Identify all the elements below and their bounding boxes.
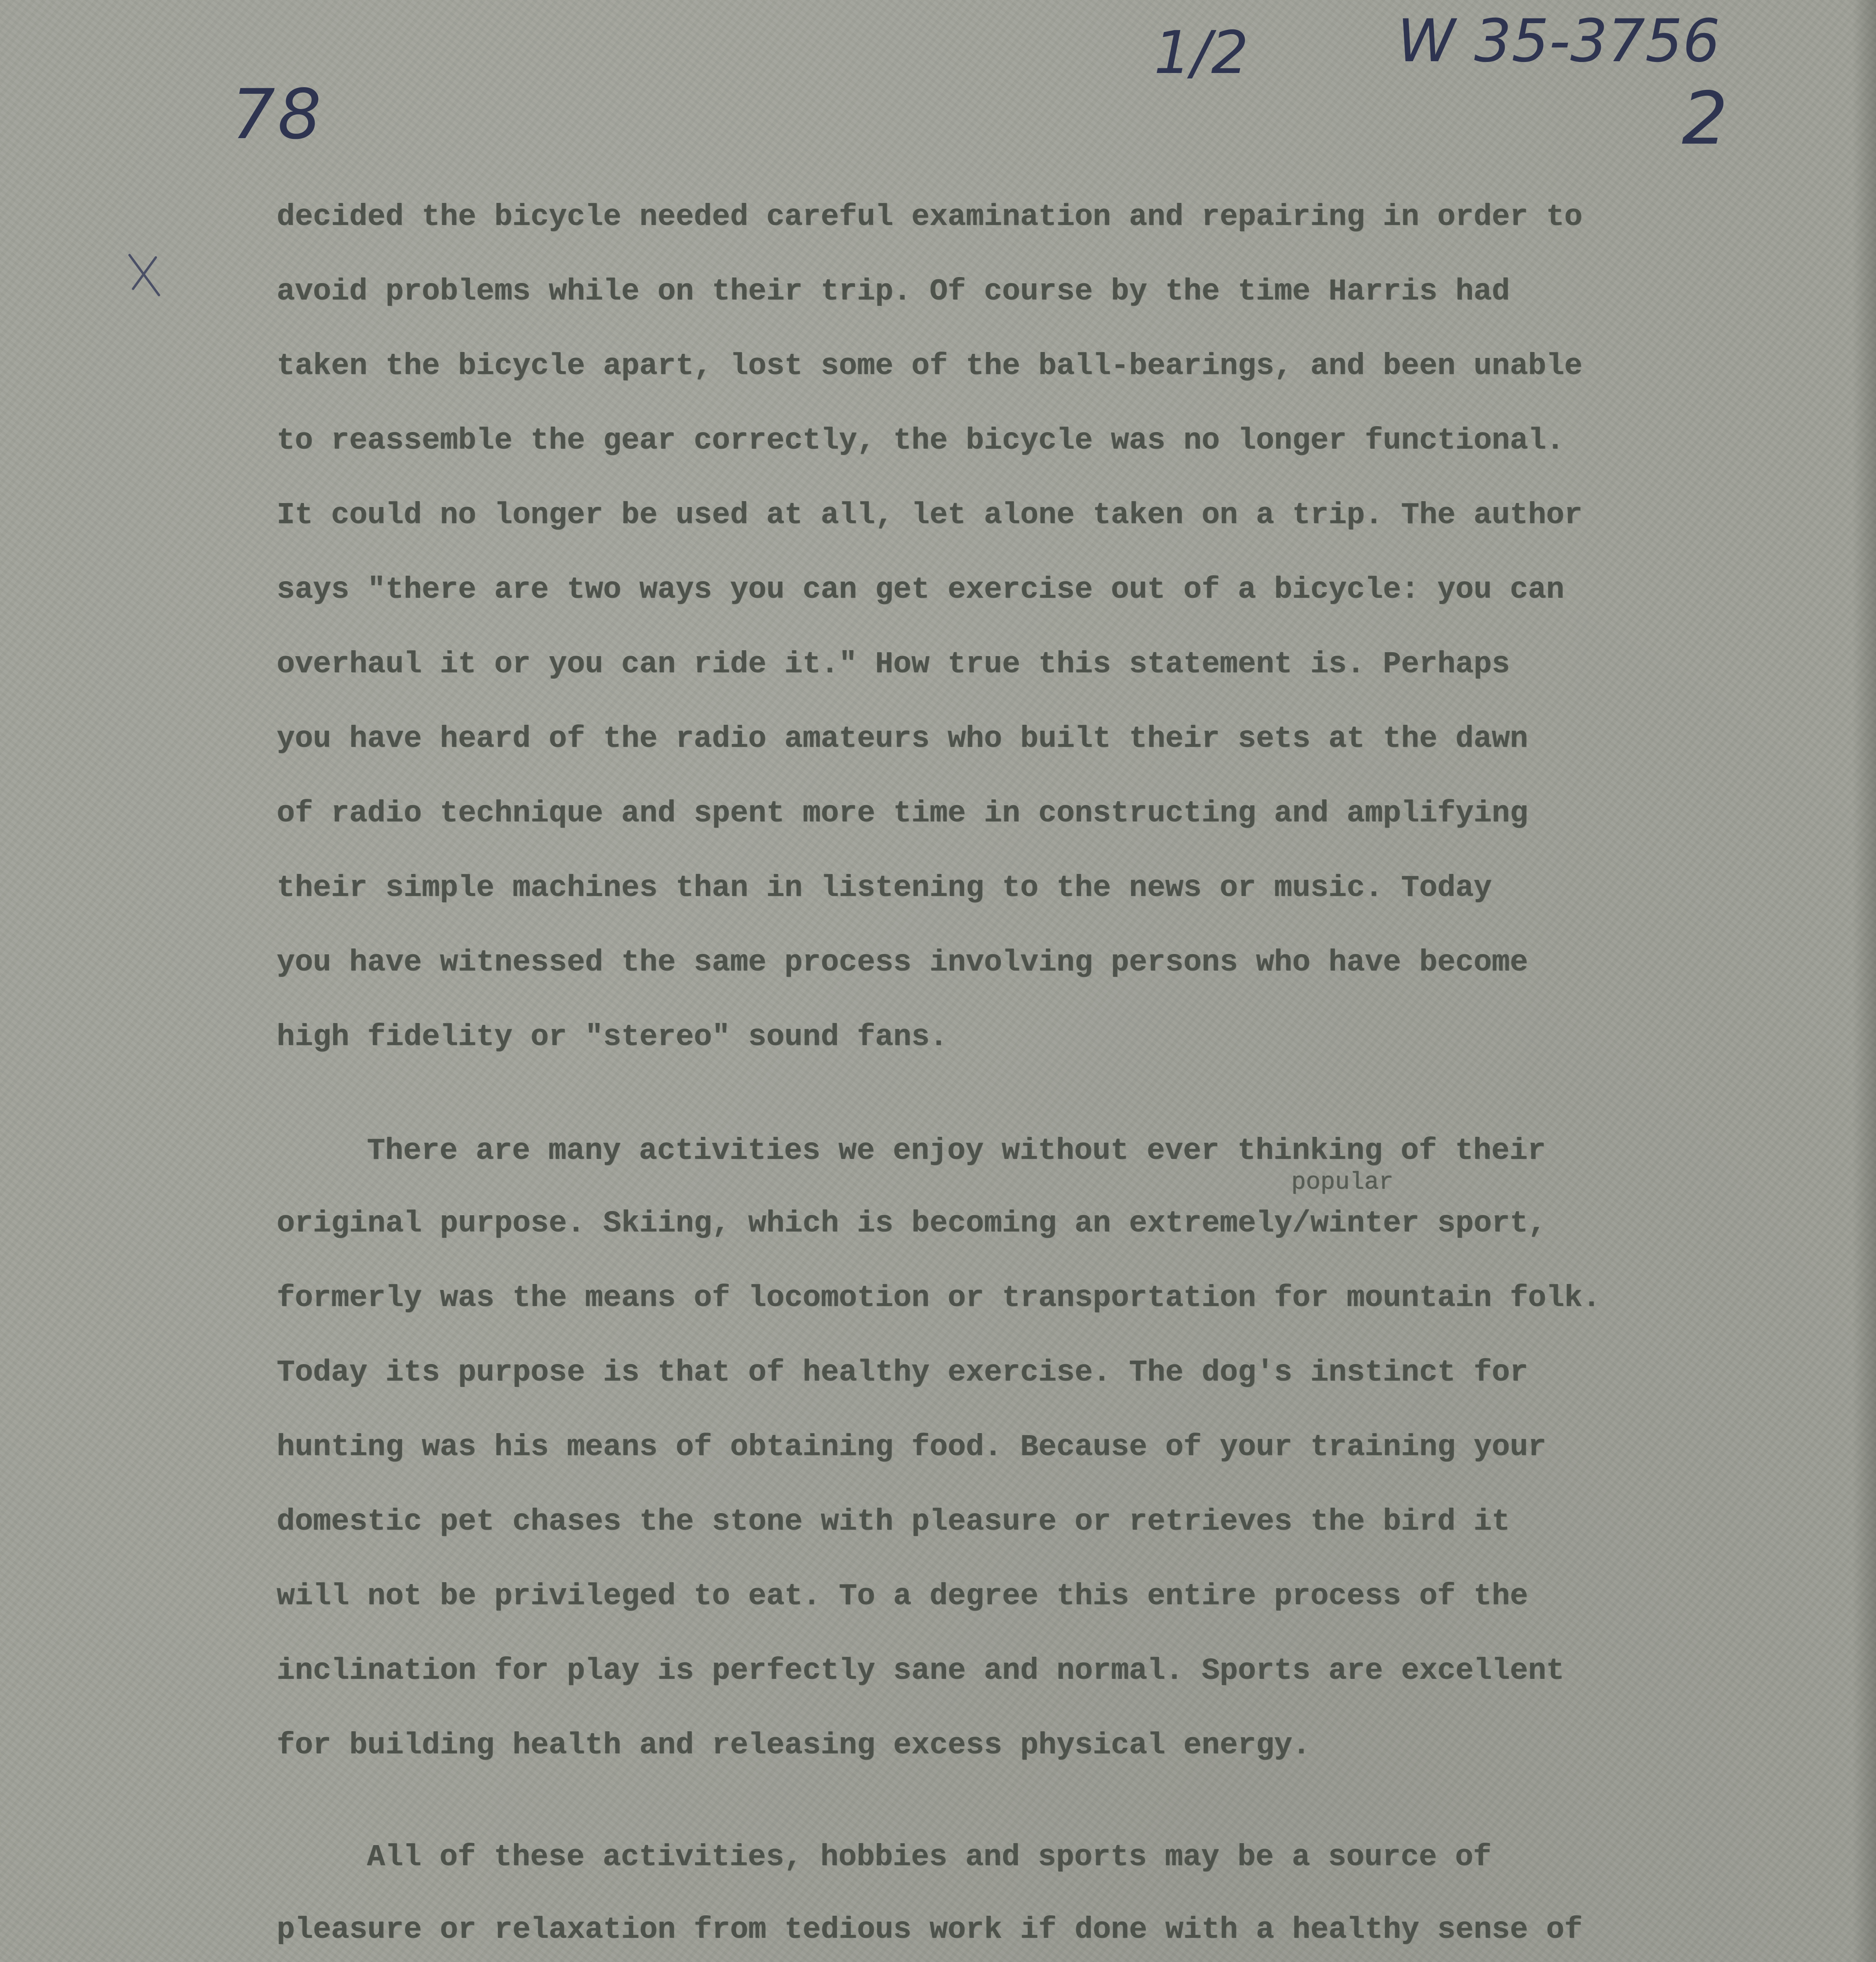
text-line: you have heard of the radio amateurs who built their sets at the dawn xyxy=(277,722,1528,756)
handwritten-archive-number: W 35-3756 xyxy=(1397,7,1720,75)
text-line: says "there are two ways you can get exercise out of a bicycle: you can xyxy=(277,573,1564,607)
text-line: All of these activities, hobbies and sports may be a source of xyxy=(367,1840,1491,1874)
text-line: taken the bicycle apart, lost some of the ball-bearings, and been unable xyxy=(277,349,1582,383)
text-line: Today its purpose is that of healthy exercise. The dog's instinct for xyxy=(277,1356,1528,1390)
text-line: overhaul it or you can ride it." How true this statement is. Perhaps xyxy=(277,647,1510,682)
text-line: hunting was his means of obtaining food. Because of your training your xyxy=(277,1430,1546,1464)
text-line: pleasure or relaxation from tedious work if done with a healthy sense of xyxy=(277,1913,1582,1947)
text-line: It could no longer be used at all, let alone taken on a trip. The author xyxy=(277,498,1582,532)
margin-mark-icon xyxy=(128,251,163,298)
typed-insertion: popular xyxy=(1291,1168,1394,1196)
text-line: will not be privileged to eat. To a degree this entire process of the xyxy=(277,1579,1528,1614)
text-line: avoid problems while on their trip. Of course by the time Harris had xyxy=(277,275,1510,309)
text-line: for building health and releasing excess physical energy. xyxy=(277,1729,1310,1763)
handwritten-fraction: 1/2 xyxy=(1154,19,1249,87)
text-line: original purpose. Skiing, which is becoming an extremely/winter sport, xyxy=(277,1207,1546,1241)
text-line: to reassemble the gear correctly, the bicycle was no longer functional. xyxy=(277,424,1564,458)
text-line: high fidelity or "stereo" sound fans. xyxy=(277,1020,948,1054)
handwritten-page-number-left: 78 xyxy=(232,75,324,155)
text-line: decided the bicycle needed careful examination and repairing in order to xyxy=(277,200,1582,234)
text-line: domestic pet chases the stone with pleasure or retrieves the bird it xyxy=(277,1505,1510,1539)
text-line: There are many activities we enjoy without ever thinking of their xyxy=(367,1134,1546,1168)
text-line: of radio technique and spent more time in constructing and amplifying xyxy=(277,797,1528,831)
page-edge-shadow xyxy=(1852,0,1876,1962)
text-line: their simple machines than in listening to the news or music. Today xyxy=(277,871,1492,905)
text-line: you have witnessed the same process involving persons who have become xyxy=(277,946,1528,980)
text-line: formerly was the means of locomotion or transportation for mountain folk. xyxy=(277,1281,1601,1315)
text-line: inclination for play is perfectly sane and normal. Sports are excellent xyxy=(277,1654,1564,1688)
handwritten-page-number-right: 2 xyxy=(1682,76,1728,161)
